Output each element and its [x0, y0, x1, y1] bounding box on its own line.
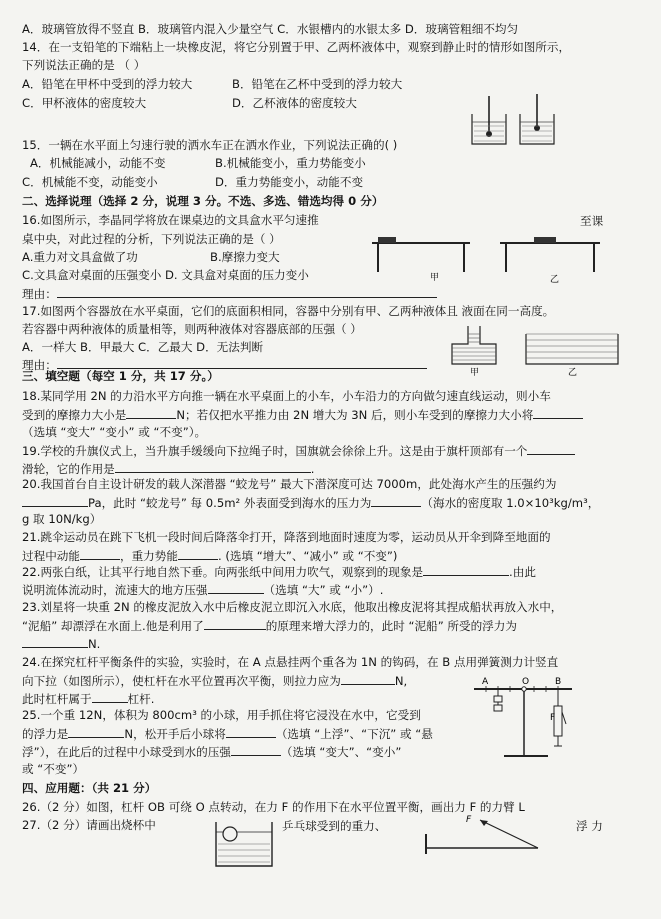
q20-blank-2[interactable]	[371, 495, 421, 507]
q26-text: 26.（2 分）如图，杠杆 OB 可绕 O 点转动，在力 F 的作用下在水平位置平衡，画出力 F 的力臂 L	[22, 800, 525, 814]
q21-text-c: . (选填 “增大”、“减小” 或 “不变”)	[217, 549, 398, 563]
q25-text-b: N，松开手后小球将	[124, 727, 226, 741]
q20-text-b: （海水的密度取 1.0×10³kg/m³，	[421, 496, 600, 510]
q16-fig-label-jia: 甲	[430, 273, 440, 283]
q27-mid: 乒乓球受到的重力、	[282, 819, 387, 833]
q21-text-a: 过程中动能	[22, 549, 80, 563]
q26-label-f: F	[466, 815, 472, 825]
reason-label: 理由：	[22, 358, 57, 372]
q21-text-b: ，重力势能	[119, 549, 178, 563]
q27-left: 27.（2 分）请画出烧杯中	[22, 818, 156, 832]
q19-line1	[22, 443, 575, 459]
q16-stem-right: 至课	[580, 214, 604, 228]
q24-label-a: A	[482, 677, 489, 687]
q16-reason-blank[interactable]	[57, 286, 437, 298]
q17-options: A．一样大 B．甲最大 C．乙最大 D．无法判断	[22, 340, 264, 354]
q14-stem-line2: 下列说法正确的是 （ ）	[22, 58, 146, 72]
q23-text-a: “泥船” 却漂浮在水面上.他是利用了	[22, 619, 204, 633]
q19-text: 19.学校的升旗仪式上，当升旗手缓缓向下拉绳子时，国旗就会徐徐上升。这是由于旗杆顶部有一个	[22, 444, 528, 458]
q17-fig-label-jia: 甲	[470, 368, 480, 378]
q22-line1	[22, 564, 536, 580]
q24-blank-1[interactable]	[341, 673, 395, 685]
q18-line1: 18.某同学用 2N 的力沿水平方向推一辆在水平桌面上的小车，小车沿力的方向做匀速直线运动，则小车	[22, 389, 551, 403]
q24-text-b: N,	[394, 674, 408, 688]
q15-option-d: D．重力势能变小，动能不变	[215, 175, 364, 189]
q21-blank-2[interactable]	[178, 548, 218, 560]
q14-beakers-figure	[470, 100, 560, 148]
reason-label: 理由：	[22, 287, 57, 301]
q19-blank-2[interactable]	[115, 461, 311, 473]
q21-line1: 21.跳伞运动员在跳下飞机一段时间后降落伞打开，降落到地面时速度为零，运动员从开伞到降至地面的	[22, 530, 551, 544]
q22-text-b: .由此	[509, 565, 536, 579]
q17-stem-line1: 17.如图两个容器放在水平桌面，它们的底面积相同，容器中分别有甲、乙两种液体且 液面在同一高度。	[22, 304, 555, 318]
q25-line3	[22, 744, 401, 760]
q18-blank-1[interactable]	[126, 407, 176, 419]
q23-blank-2[interactable]	[22, 636, 88, 648]
q16-desk-figure	[372, 236, 612, 286]
q24-text-a: 向下拉（如图所示），使杠杆在水平位置再次平衡，则拉力应为	[22, 674, 341, 688]
q16-options-cd: C.文具盒对桌面的压强变小 D. 文具盒对桌面的压力变小	[22, 268, 309, 282]
q23-blank-1[interactable]	[204, 618, 266, 630]
q25-text-d: 浮”），在此后的过程中小球受到水的压强	[22, 745, 231, 759]
q23-text-c: N.	[88, 637, 101, 651]
q14-option-a: A．铅笔在甲杯中受到的浮力较大	[22, 77, 193, 91]
q27-beaker-figure	[214, 818, 278, 870]
q22-text-a: 22.两张白纸，让其平行地自然下垂。向两张纸中间用力吹气，观察到的现象是	[22, 565, 424, 579]
q24-text-c: 此时杠杆属于	[22, 692, 92, 706]
q15-option-c: C．机械能不变，动能变小	[22, 175, 158, 189]
q23-line2	[22, 618, 517, 634]
q18-text-b: N；若仅把水平推力由 2N 增大为 3N 后，则小车受到的摩擦力大小将	[176, 408, 534, 422]
q26-lever-force-figure	[420, 812, 544, 858]
q15-option-b: B.机械能变小，重力势能变小	[215, 156, 366, 170]
q23-line3	[22, 636, 100, 652]
q16-option-b: B.摩擦力变大	[210, 250, 280, 264]
q22-text-c: 说明流体流动时，流速大的地方压强	[22, 583, 208, 597]
q15-stem: 15．一辆在水平面上匀速行驶的洒水车正在洒水作业，下列说法正确的( )	[22, 138, 398, 152]
q23-text-b: 的原理来增大浮力的，此时 “泥船” 所受的浮力为	[265, 619, 517, 633]
q22-blank-1[interactable]	[423, 564, 509, 576]
q24-text-d: 杠杆.	[127, 692, 155, 706]
q25-text-e: （选填 “变大”、“变小”	[280, 745, 402, 759]
q23-line1: 23.刘星将一块重 2N 的橡皮泥放入水中后橡皮泥立即沉入水底，他取出橡皮泥将其捏成船状再放入水中，	[22, 600, 563, 614]
section-4-heading: 四、应用题：（共 21 分）	[22, 781, 157, 795]
q25-blank-2[interactable]	[226, 726, 276, 738]
q24-line3	[22, 691, 154, 707]
q21-blank-1[interactable]	[80, 548, 120, 560]
q22-line2	[22, 582, 383, 598]
q16-stem-line1: 16.如图所示，李晶同学将放在课桌边的文具盒水平匀速推	[22, 213, 319, 227]
q25-blank-3[interactable]	[231, 744, 281, 756]
q25-line4: 或 “不变”）	[22, 762, 85, 776]
q24-label-f: F	[550, 713, 556, 723]
q17-reason-blank[interactable]	[57, 357, 427, 369]
q14-option-c: C．甲杯液体的密度较大	[22, 96, 147, 110]
q24-line1: 24.在探究杠杆平衡条件的实验，实验时，在 A 点悬挂两个重各为 1N 的钩码，在 B 点用弹簧测力计竖直	[22, 655, 559, 669]
q25-line1: 25.一个重 12N，体积为 800cm³ 的小球，用手抓住将它浸没在水中，它受到	[22, 708, 421, 722]
q19-blank-1[interactable]	[527, 443, 575, 455]
q20-blank-1[interactable]	[22, 495, 88, 507]
q24-label-o: O	[522, 677, 530, 687]
q22-blank-2[interactable]	[208, 582, 264, 594]
q25-text-c: （选填 “上浮”、“下沉” 或 “悬	[275, 727, 433, 741]
q17-stem-line2: 若容器中两种液体的质量相等，则两种液体对容器底部的压强（ ）	[22, 322, 362, 336]
q16-reason	[22, 286, 437, 302]
q24-blank-2[interactable]	[92, 691, 128, 703]
q25-text-a: 的浮力是	[22, 727, 69, 741]
q14-stem-line1: 14．在一支铅笔的下端粘上一块橡皮泥，将它分别置于甲、乙两杯液体中，观察到静止时的情形如图所示，	[22, 40, 571, 54]
q24-line2	[22, 673, 407, 689]
q19-text-b: 滑轮，它的作用是	[22, 462, 115, 476]
q14-option-b: B．铅笔在乙杯中受到的浮力较大	[232, 77, 403, 91]
q20-line2	[22, 495, 599, 511]
q27-right: 浮 力	[576, 819, 603, 833]
section-2-heading: 二、选择说理（选择 2 分，说理 3 分。不选、多选、错选均得 0 分）	[22, 194, 384, 208]
q17-containers-figure	[448, 320, 620, 378]
q16-fig-label-yi: 乙	[550, 275, 560, 285]
q14-option-d: D．乙杯液体的密度较大	[232, 96, 357, 110]
q17-fig-label-yi: 乙	[568, 368, 578, 378]
section-3-heading: 三、填空题（每空 1 分，共 17 分。）	[22, 369, 219, 383]
q25-blank-1[interactable]	[68, 726, 124, 738]
q20-line1: 20.我国首台自主设计研发的载人深潜器 “蛟龙号” 最大下潜深度可达 7000m，此处海水产生的压强约为	[22, 477, 557, 491]
q18-blank-2[interactable]	[533, 407, 583, 419]
q13-options: A．玻璃管放得不竖直 B．玻璃管内混入少量空气 C．水银槽内的水银太多 D．玻璃管粗细不均匀	[22, 22, 519, 36]
q16-option-a: A.重力对文具盒做了功	[22, 250, 138, 264]
q25-line2	[22, 726, 433, 742]
q20-line3: g 取 10N/kg）	[22, 512, 102, 526]
q21-line2	[22, 548, 397, 564]
q18-text-a: 受到的摩擦力大小是	[22, 408, 127, 422]
q15-option-a: A．机械能减小，动能不变	[30, 156, 166, 170]
q18-line2	[22, 407, 583, 423]
q20-text-a: Pa，此时 “蛟龙号” 每 0.5m² 外表面受到海水的压力为	[88, 496, 372, 510]
q18-line3: （选填 “变大” “变小” 或 “不变”）。	[22, 425, 207, 439]
q16-stem-line2: 桌中央，对此过程的分析，下列说法正确的是（ ）	[22, 232, 281, 246]
q22-text-d: （选填 “大” 或 “小”）.	[263, 583, 384, 597]
q24-label-b: B	[555, 677, 562, 687]
q19-line2: 滑轮，它的作用是 .	[22, 462, 315, 476]
q24-lever-figure	[468, 672, 578, 764]
